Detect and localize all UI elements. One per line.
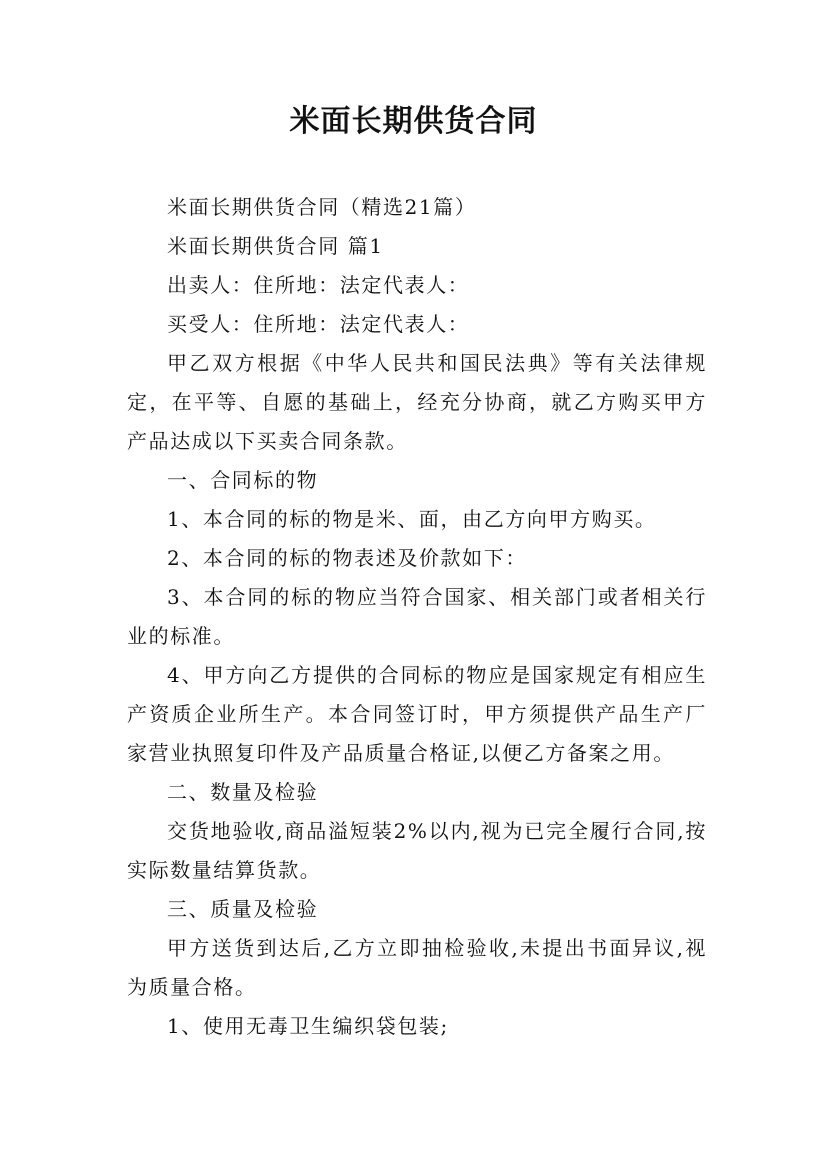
clause-1-2: 2、本合同的标的物表述及价款如下： xyxy=(167,546,527,570)
document-body xyxy=(127,188,707,1046)
clause-3-1: 1、使用无毒卫生编织袋包装; xyxy=(167,1014,449,1038)
paragraph-seller: 出卖人：住所地：法定代表人： xyxy=(167,273,470,297)
heading-quantity-inspection: 二、数量及检验 xyxy=(167,780,319,804)
paragraph-preamble: 甲乙双方根据《中华人民共和国民法典》等有关法律规定，在平等、自愿的基础上，经充分协商，就乙方购买甲方产品达成以下买卖合同条款。 xyxy=(127,351,707,453)
heading-quality-inspection: 三、质量及检验 xyxy=(167,897,319,921)
clause-quantity: 交货地验收,商品溢短装2%以内,视为已完全履行合同,按实际数量结算货款。 xyxy=(127,819,707,882)
document-title: 米面长期供货合同 xyxy=(289,104,538,139)
clause-1-1: 1、本合同的标的物是米、面，由乙方向甲方购买。 xyxy=(167,507,657,531)
clause-1-4: 4、甲方向乙方提供的合同标的物应是国家规定有相应生产资质企业所生产。本合同签订时，甲方须提供产品生产厂家营业执照复印件及产品质量合格证,以便乙方备案之用。 xyxy=(127,663,707,765)
heading-contract-subject: 一、合同标的物 xyxy=(167,468,319,492)
clause-1-3: 3、本合同的标的物应当符合国家、相关部门或者相关行业的标准。 xyxy=(127,585,707,648)
paragraph-collection-title: 米面长期供货合同（精选21篇） xyxy=(167,195,477,219)
paragraph-buyer: 买受人：住所地：法定代表人： xyxy=(167,312,470,336)
paragraph-section-heading: 米面长期供货合同 篇1 xyxy=(167,234,384,258)
clause-quality: 甲方送货到达后,乙方立即抽检验收,未提出书面异议,视为质量合格。 xyxy=(127,936,707,999)
